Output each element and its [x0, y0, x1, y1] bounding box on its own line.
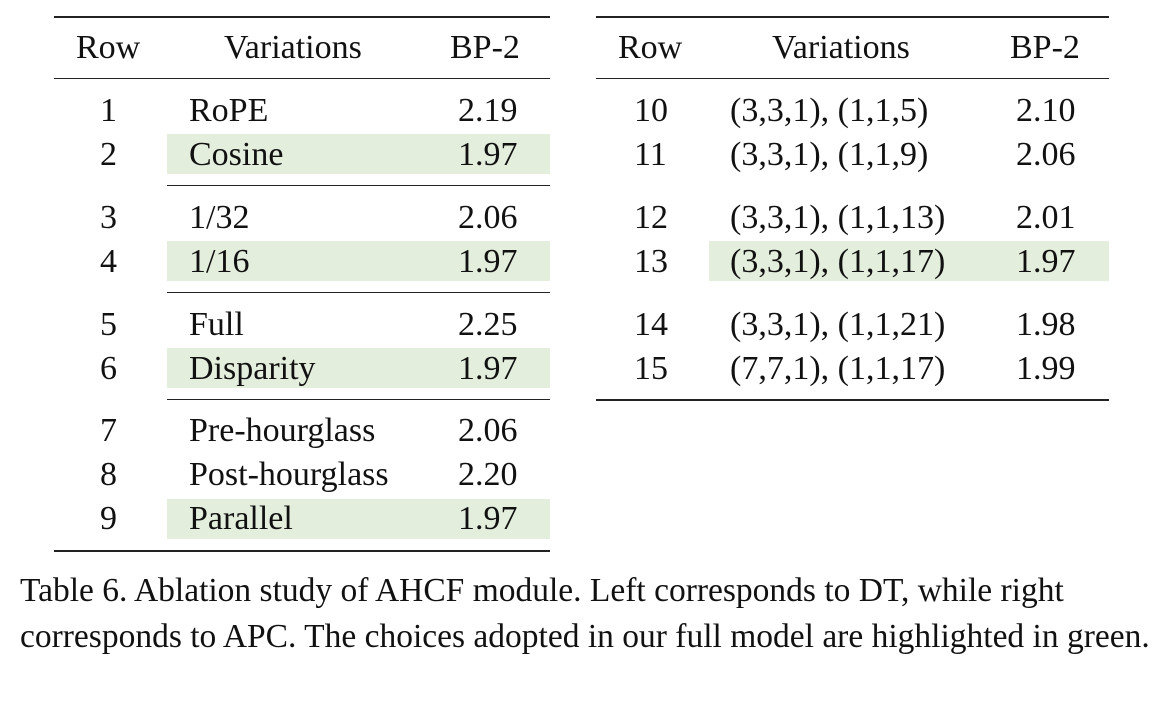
- left-ablation-table: [54, 0, 550, 560]
- table-row-variation: (3,3,1), (1,1,13): [730, 199, 946, 236]
- table-row-number: 13: [634, 243, 668, 280]
- table-row-bp2: 1.99: [1016, 350, 1076, 387]
- table-row-bp2: 2.19: [458, 92, 518, 129]
- table-row-bp2: 2.25: [458, 306, 518, 343]
- table-row-bp2: 1.98: [1016, 306, 1076, 343]
- table-row-variation: (3,3,1), (1,1,21): [730, 306, 946, 343]
- table-row-variation: Disparity: [189, 350, 316, 387]
- table-row-variation: Post-hourglass: [189, 456, 389, 493]
- table-row-number: 5: [100, 306, 117, 343]
- right-header-bp2: BP-2: [1010, 29, 1080, 66]
- table-row-bp2: 2.06: [458, 199, 518, 236]
- table-row-number: 14: [634, 306, 668, 343]
- table-row-bp2: 1.97: [1016, 243, 1076, 280]
- right-header-rule: [596, 78, 1109, 79]
- table-row-bp2: 1.97: [458, 136, 518, 173]
- left-group-rule-3: [167, 399, 550, 400]
- table-row-number: 10: [634, 92, 668, 129]
- left-top-rule: [54, 16, 550, 18]
- table-row-number: 11: [634, 136, 667, 173]
- table-row-bp2: 2.01: [1016, 199, 1076, 236]
- table-row-variation: (7,7,1), (1,1,17): [730, 350, 946, 387]
- right-ablation-table: [596, 0, 1109, 410]
- table-row-bp2: 1.97: [458, 243, 518, 280]
- table-row-variation: 1/32: [189, 199, 250, 236]
- right-top-rule: [596, 16, 1109, 18]
- table-row-number: 8: [100, 456, 117, 493]
- right-bottom-rule: [596, 399, 1109, 401]
- table-row-number: 6: [100, 350, 117, 387]
- left-header-row: Row: [76, 29, 141, 66]
- table-row-number: 2: [100, 136, 117, 173]
- table-row-variation: Parallel: [189, 500, 293, 537]
- table-row-bp2: 2.10: [1016, 92, 1076, 129]
- table-row-bp2: 2.20: [458, 456, 518, 493]
- table-row-variation: RoPE: [189, 92, 269, 129]
- table-row-number: 7: [100, 412, 117, 449]
- left-group-rule-1: [167, 185, 550, 186]
- table-row-number: 4: [100, 243, 117, 280]
- right-header-variations: Variations: [772, 29, 910, 66]
- table-row-variation: Pre-hourglass: [189, 412, 376, 449]
- left-header-variations: Variations: [224, 29, 362, 66]
- table-row-number: 12: [634, 199, 668, 236]
- table-row-variation: (3,3,1), (1,1,17): [730, 243, 946, 280]
- table-row-bp2: 2.06: [458, 412, 518, 449]
- table-row-variation: (3,3,1), (1,1,5): [730, 92, 929, 129]
- left-header-bp2: BP-2: [450, 29, 520, 66]
- left-header-rule: [54, 78, 550, 79]
- left-group-rule-2: [167, 292, 550, 293]
- left-bottom-rule: [54, 550, 550, 552]
- table-row-bp2: 2.06: [1016, 136, 1076, 173]
- table-caption: Table 6. Ablation study of AHCF module. Left corresponds to DT, while right corresponds to APC. The choices adopted in our full model are highlighted in green.: [20, 572, 1150, 655]
- right-header-row: Row: [618, 29, 683, 66]
- table-row-variation: Cosine: [189, 136, 284, 173]
- table-row-bp2: 1.97: [458, 350, 518, 387]
- table-row-variation: (3,3,1), (1,1,9): [730, 136, 929, 173]
- table-row-number: 15: [634, 350, 668, 387]
- table-row-number: 3: [100, 199, 117, 236]
- table-row-bp2: 1.97: [458, 500, 518, 537]
- table-row-number: 9: [100, 500, 117, 537]
- table-row-variation: Full: [189, 306, 244, 343]
- table-row-variation: 1/16: [189, 243, 250, 280]
- table-row-number: 1: [100, 92, 117, 129]
